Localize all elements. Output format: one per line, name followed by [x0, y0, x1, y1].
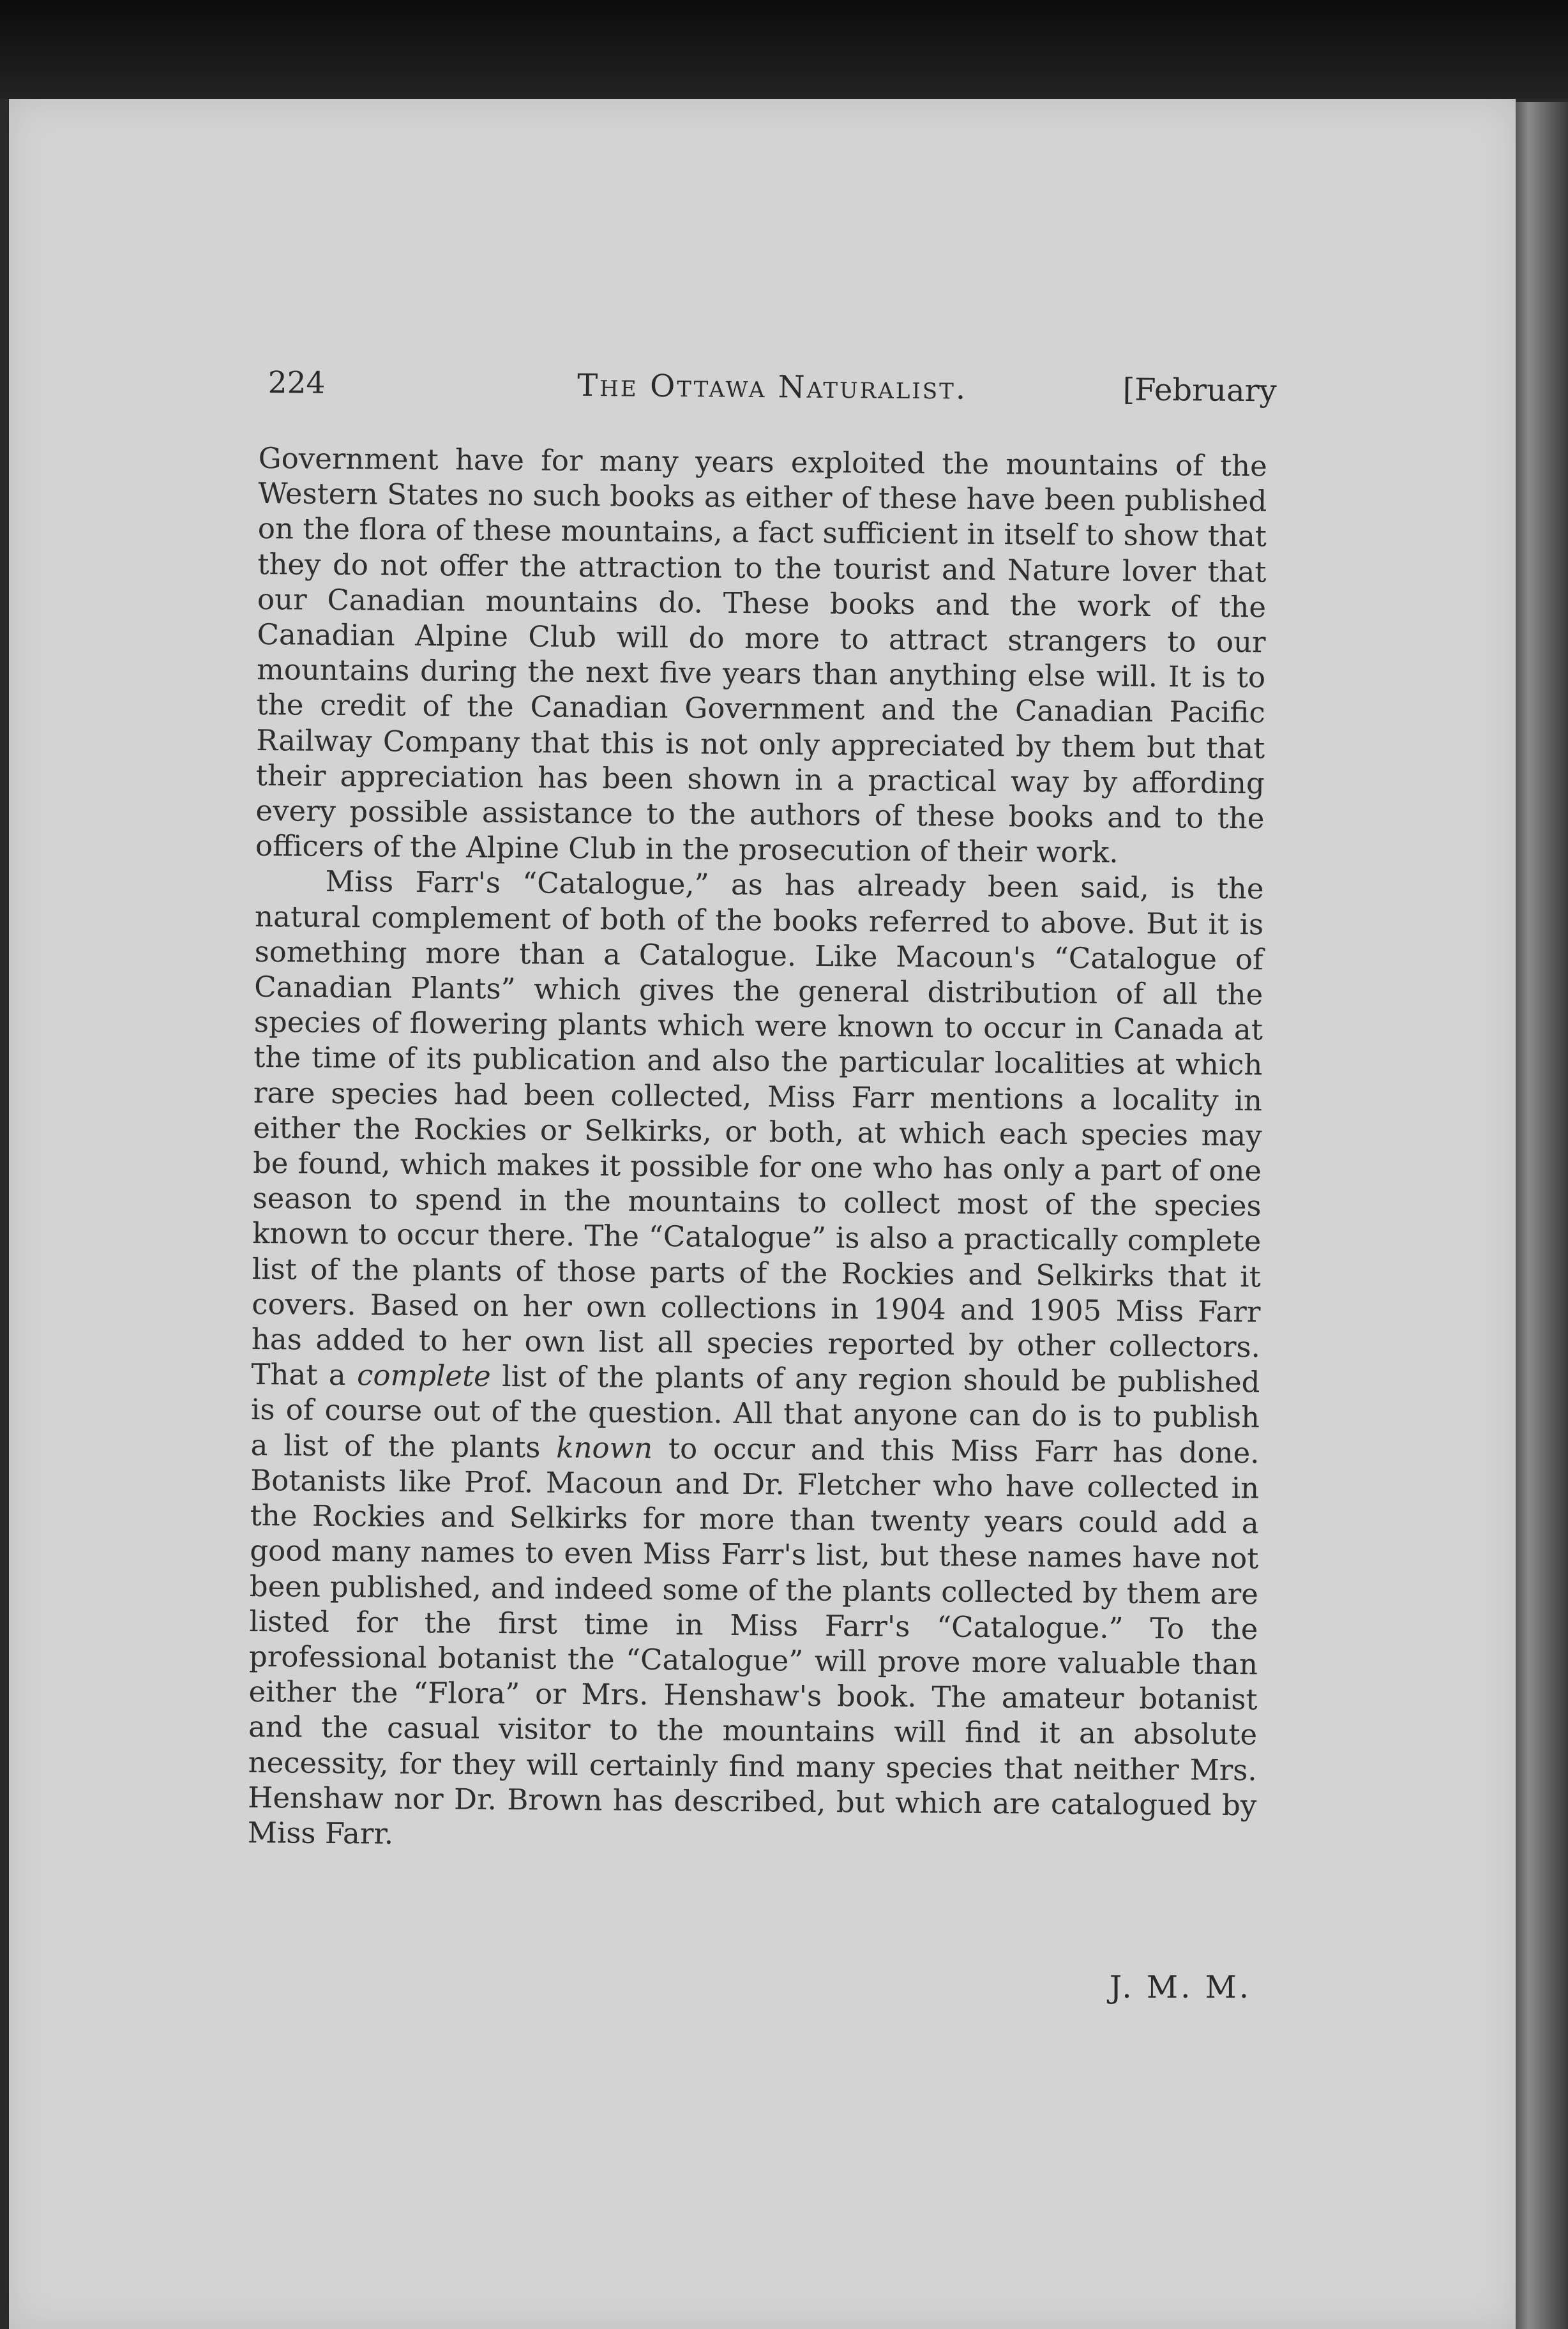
author-signature: J. M. M. [1109, 1970, 1251, 2005]
italic-emphasis: known [556, 1430, 653, 1465]
paragraph-text: list of the plants of any region should be published is of course out of the question. All that anyone can do is to publish a list of the plants [250, 1359, 1260, 1465]
paragraph-text: to occur and this Miss Farr has done. Botanists like Prof. Macoun and Dr. Fletcher who have collected in the Rockies and Selkirks for more than twenty years could add a good many names to even Miss Farr's list, but these names have not been published, and indeed some of the plants collected by them are listed for the first time in Miss Farr's “Catalogue.” To the professional botanist the “Catalogue” will prove more valuable than either the “Flora” or Mrs. Henshaw's book. The amateur botanist and the casual visitor to the mountains will find it an absolute necessity, for they will certainly find many species that neither Mrs. Henshaw nor Dr. Brown has described, but which are catalogued by Miss Farr. [247, 1431, 1260, 1851]
page-edge [1516, 102, 1568, 2329]
paragraph: Government have for many years exploited the mountains of the Western States no such books as either of these have been published on the flora of these mountains, a fact sufficient in itself to show that they do not offer the attraction to the tourist and Nature lover that our Canadian mountains do. These books and the work of the Canadian Alpine Club will do more to attract strangers to our mountains during the next five years than anything else will. It is to the credit of the Canadian Government and the Canadian Pacific Railway Company that this is not only appreciated by them but that their appreciation has been shown in a practical way by affording every possible assistance to the authors of these books and to the officers of the Alpine Club in the prosecution of their work. [255, 441, 1267, 870]
journal-title: The Ottawa Naturalist. [577, 367, 968, 407]
paragraph [248, 863, 1264, 1858]
page-number: 224 [268, 365, 326, 401]
issue-month: [February [1122, 372, 1277, 409]
paragraph-text: Miss Farr's “Catalogue,” as has already been said, is the natural complement of both of the books referred to above. But it is something more than a Catalogue. Like Macoun's “Catalogue of Canadian Plants” which gives the general distribution of all the species of flowering plants which were known to occur in Canada at the time of its publication and also the particular localities at which rare species had been collected, Miss Farr mentions a locality in either the Rockies or Selkirks, or both, at which each species may be found, which makes it possible for one who has only a part of one season to spend in the mountains to collect most of the species known to occur there. The “Catalogue” is also a practically complete list of the plants of those parts of the Rockies and Selkirks that it covers. Based on her own collections in 1904 and 1905 Miss Farr has added to her own list all species reported by other collectors. That a [251, 864, 1264, 1392]
scan-background [0, 0, 1568, 99]
italic-emphasis: complete [357, 1358, 491, 1394]
article-body [248, 441, 1267, 1858]
running-header [268, 358, 1277, 423]
